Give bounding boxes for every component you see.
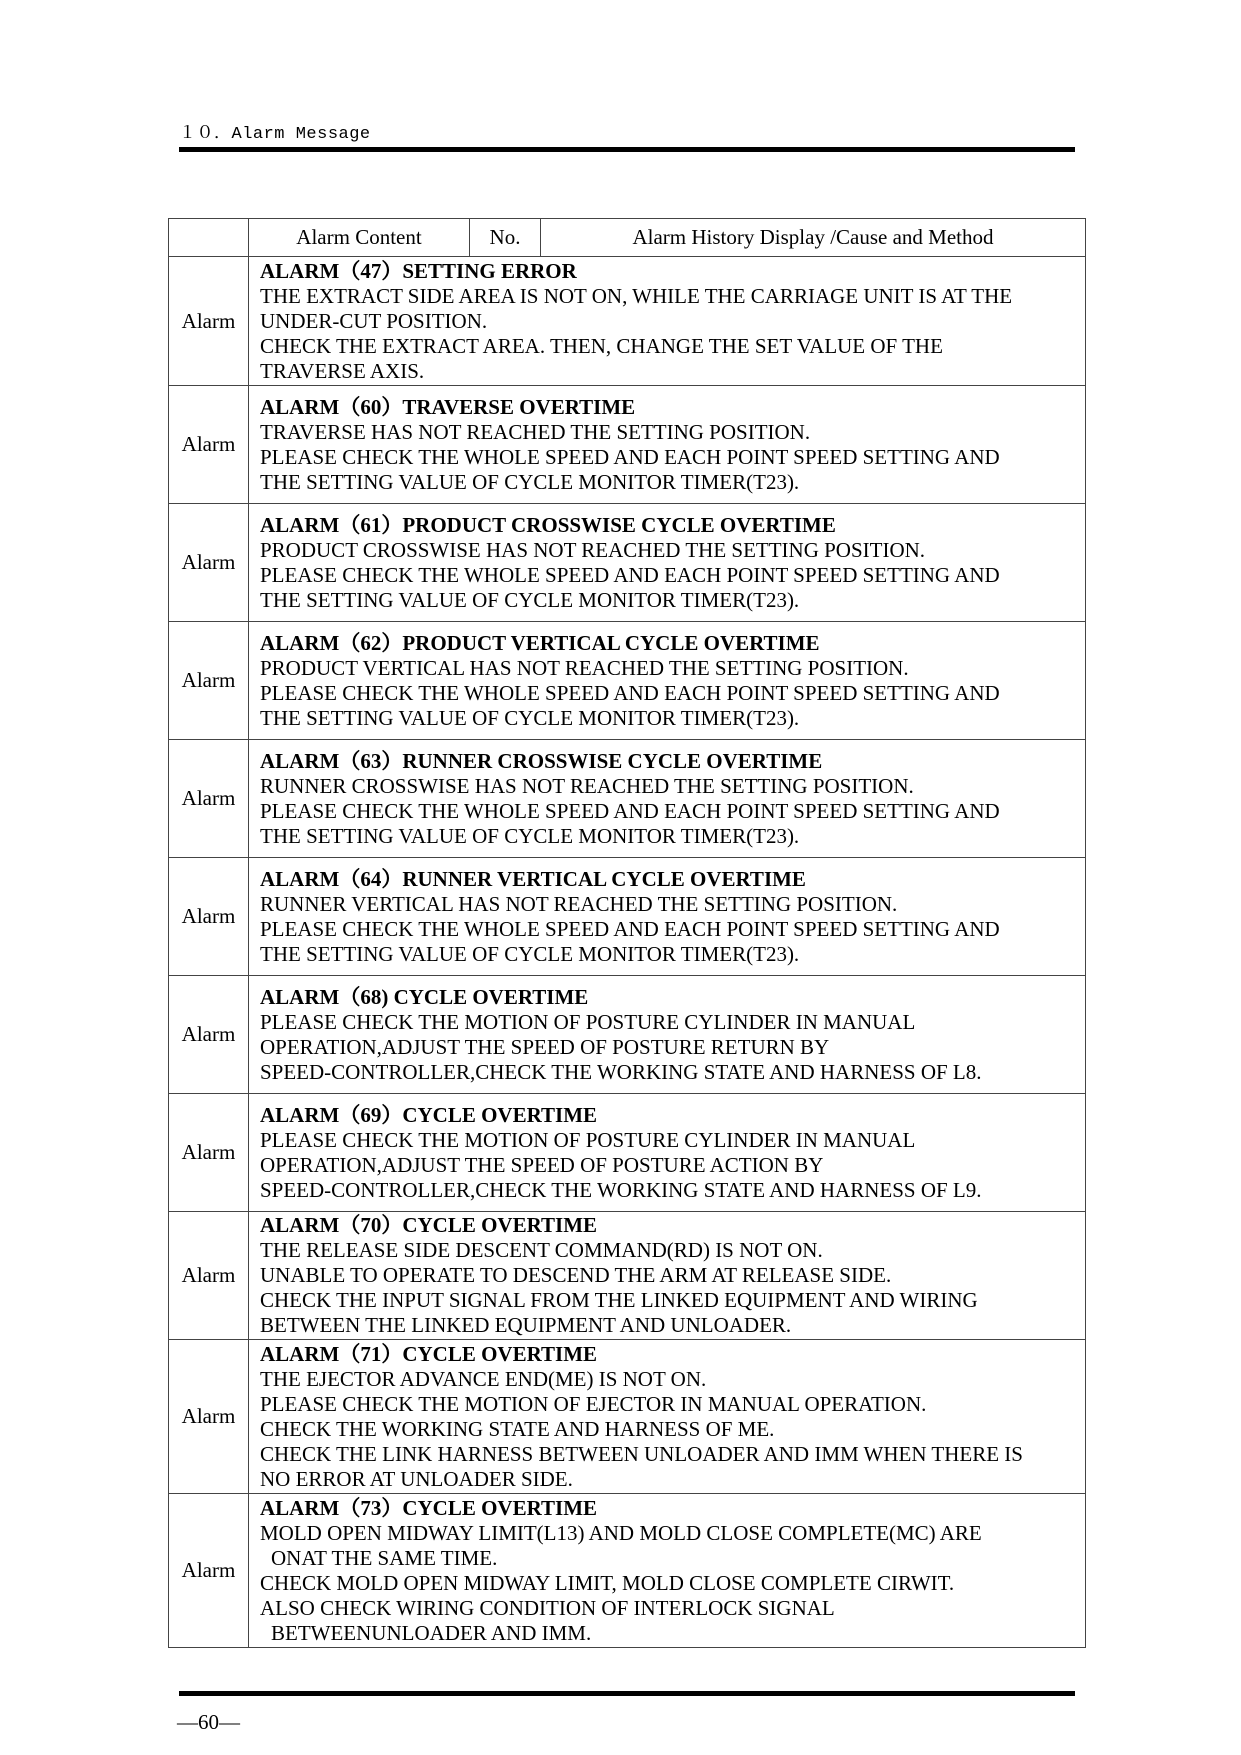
alarm-type-cell: Alarm (169, 622, 249, 740)
alarm-description-line: THE SETTING VALUE OF CYCLE MONITOR TIMER(T23). (260, 469, 800, 494)
alarm-description-line: CHECK THE WORKING STATE AND HARNESS OF ME. (260, 1416, 775, 1441)
alarm-description-line: BETWEENUNLOADER AND IMM. (271, 1620, 592, 1645)
alarm-description-cell (249, 504, 1086, 622)
alarm-description-cell (249, 1212, 1086, 1340)
alarm-title: ALARM（68) CYCLE OVERTIME (260, 984, 589, 1009)
alarm-description-cell (249, 622, 1086, 740)
alarm-table-body (169, 257, 1086, 1648)
alarm-description-line: THE RELEASE SIDE DESCENT COMMAND(RD) IS NOT ON. (260, 1238, 823, 1262)
table-row (169, 1340, 1086, 1494)
alarm-type-cell: Alarm (169, 858, 249, 976)
alarm-description-line: SPEED-CONTROLLER,CHECK THE WORKING STATE AND HARNESS OF L9. (260, 1177, 982, 1202)
alarm-description-line: CHECK THE EXTRACT AREA. THEN, CHANGE THE SET VALUE OF THE (260, 333, 943, 358)
alarm-description-line: PLEASE CHECK THE WHOLE SPEED AND EACH POINT SPEED SETTING AND (260, 562, 1000, 587)
alarm-description-line: SPEED-CONTROLLER,CHECK THE WORKING STATE AND HARNESS OF L8. (260, 1059, 982, 1084)
alarm-description-line: THE EJECTOR ADVANCE END(ME) IS NOT ON. (260, 1366, 707, 1391)
alarm-type-cell: Alarm (169, 1094, 249, 1212)
alarm-description-line: PLEASE CHECK THE MOTION OF EJECTOR IN MANUAL OPERATION. (260, 1391, 927, 1416)
table-row (169, 622, 1086, 740)
table-row (169, 1094, 1086, 1212)
table-row (169, 1494, 1086, 1648)
alarm-title: ALARM（71）CYCLE OVERTIME (260, 1341, 598, 1366)
alarm-description-line: PLEASE CHECK THE WHOLE SPEED AND EACH POINT SPEED SETTING AND (260, 680, 1000, 705)
alarm-table (168, 218, 1086, 1648)
alarm-title: ALARM（63）RUNNER CROSSWISE CYCLE OVERTIME (260, 748, 823, 773)
page-header-title: １０．Alarm Message (179, 125, 371, 144)
alarm-description-line: PLEASE CHECK THE WHOLE SPEED AND EACH POINT SPEED SETTING AND (260, 798, 1000, 823)
alarm-description-cell (249, 976, 1086, 1094)
alarm-type-cell: Alarm (169, 1212, 249, 1340)
table-row (169, 976, 1086, 1094)
alarm-description-line: THE SETTING VALUE OF CYCLE MONITOR TIMER(T23). (260, 705, 800, 730)
alarm-description-line: THE SETTING VALUE OF CYCLE MONITOR TIMER(T23). (260, 823, 800, 848)
table-row (169, 257, 1086, 386)
alarm-description-cell (249, 1340, 1086, 1494)
alarm-title: ALARM（61）PRODUCT CROSSWISE CYCLE OVERTIME (260, 512, 836, 537)
alarm-title: ALARM（47）SETTING ERROR (260, 258, 577, 283)
alarm-type-cell: Alarm (169, 740, 249, 858)
alarm-description-line: THE EXTRACT SIDE AREA IS NOT ON, WHILE THE CARRIAGE UNIT IS AT THE (260, 283, 1013, 308)
alarm-description-cell (249, 858, 1086, 976)
alarm-type-cell: Alarm (169, 1494, 249, 1648)
alarm-description-line: PLEASE CHECK THE WHOLE SPEED AND EACH POINT SPEED SETTING AND (260, 444, 1000, 469)
alarm-description-line: CHECK MOLD OPEN MIDWAY LIMIT, MOLD CLOSE COMPLETE CIRWIT. (260, 1570, 955, 1595)
alarm-description-line: ALSO CHECK WIRING CONDITION OF INTERLOCK SIGNAL (260, 1595, 835, 1620)
alarm-description-line: RUNNER CROSSWISE HAS NOT REACHED THE SETTING POSITION. (260, 773, 914, 798)
alarm-type-cell: Alarm (169, 386, 249, 504)
alarm-description-line: PRODUCT CROSSWISE HAS NOT REACHED THE SETTING POSITION. (260, 537, 926, 562)
header-cell-type (169, 219, 249, 257)
alarm-description-line: TRAVERSE AXIS. (260, 358, 425, 383)
alarm-description-line: MOLD OPEN MIDWAY LIMIT(L13) AND MOLD CLOSE COMPLETE(MC) ARE (260, 1520, 982, 1545)
alarm-description-cell (249, 257, 1086, 386)
alarm-description-line: NO ERROR AT UNLOADER SIDE. (260, 1466, 573, 1491)
table-row (169, 858, 1086, 976)
alarm-description-line: UNABLE TO OPERATE TO DESCEND THE ARM AT RELEASE SIDE. (260, 1263, 892, 1287)
alarm-type-cell: Alarm (169, 504, 249, 622)
alarm-description-line: THE SETTING VALUE OF CYCLE MONITOR TIMER(T23). (260, 941, 800, 966)
alarm-description-line: PRODUCT VERTICAL HAS NOT REACHED THE SETTING POSITION. (260, 655, 909, 680)
alarm-description-line: THE SETTING VALUE OF CYCLE MONITOR TIMER(T23). (260, 587, 800, 612)
alarm-description-line: CHECK THE INPUT SIGNAL FROM THE LINKED EQUIPMENT AND WIRING (260, 1288, 978, 1312)
alarm-type-cell: Alarm (169, 1340, 249, 1494)
footer-divider (179, 1691, 1075, 1696)
alarm-title: ALARM（62）PRODUCT VERTICAL CYCLE OVERTIME (260, 630, 820, 655)
alarm-description-line: CHECK THE LINK HARNESS BETWEEN UNLOADER AND IMM WHEN THERE IS (260, 1441, 1023, 1466)
table-row (169, 504, 1086, 622)
alarm-description-cell (249, 740, 1086, 858)
alarm-description-line: OPERATION,ADJUST THE SPEED OF POSTURE ACTION BY (260, 1152, 824, 1177)
table-row (169, 740, 1086, 858)
alarm-description-cell (249, 1094, 1086, 1212)
alarm-title: ALARM（73）CYCLE OVERTIME (260, 1495, 598, 1520)
alarm-type-cell: Alarm (169, 976, 249, 1094)
alarm-description-line: RUNNER VERTICAL HAS NOT REACHED THE SETTING POSITION. (260, 891, 898, 916)
alarm-description-line: PLEASE CHECK THE MOTION OF POSTURE CYLINDER IN MANUAL (260, 1009, 916, 1034)
table-row (169, 1212, 1086, 1340)
alarm-description-cell (249, 386, 1086, 504)
alarm-title: ALARM（69）CYCLE OVERTIME (260, 1102, 598, 1127)
header-cell-no: No. (470, 219, 541, 257)
alarm-description-line: BETWEEN THE LINKED EQUIPMENT AND UNLOADER. (260, 1313, 792, 1337)
header-cell-history: Alarm History Display /Cause and Method (541, 219, 1086, 257)
page-number: —60— (177, 1710, 240, 1734)
alarm-description-line: PLEASE CHECK THE MOTION OF POSTURE CYLINDER IN MANUAL (260, 1127, 916, 1152)
header-cell-alarm-content: Alarm Content (249, 219, 470, 257)
alarm-title: ALARM（64）RUNNER VERTICAL CYCLE OVERTIME (260, 866, 806, 891)
alarm-description-cell (249, 1494, 1086, 1648)
table-row (169, 386, 1086, 504)
alarm-type-cell: Alarm (169, 257, 249, 386)
header-divider (179, 147, 1075, 152)
alarm-description-line: TRAVERSE HAS NOT REACHED THE SETTING POSITION. (260, 419, 811, 444)
table-header-row (169, 219, 1086, 257)
alarm-description-line: PLEASE CHECK THE WHOLE SPEED AND EACH POINT SPEED SETTING AND (260, 916, 1000, 941)
alarm-description-line: OPERATION,ADJUST THE SPEED OF POSTURE RETURN BY (260, 1034, 830, 1059)
alarm-description-line: UNDER-CUT POSITION. (260, 308, 488, 333)
alarm-title: ALARM（70）CYCLE OVERTIME (260, 1213, 598, 1237)
alarm-title: ALARM（60）TRAVERSE OVERTIME (260, 394, 636, 419)
alarm-description-line: ONAT THE SAME TIME. (271, 1545, 498, 1570)
